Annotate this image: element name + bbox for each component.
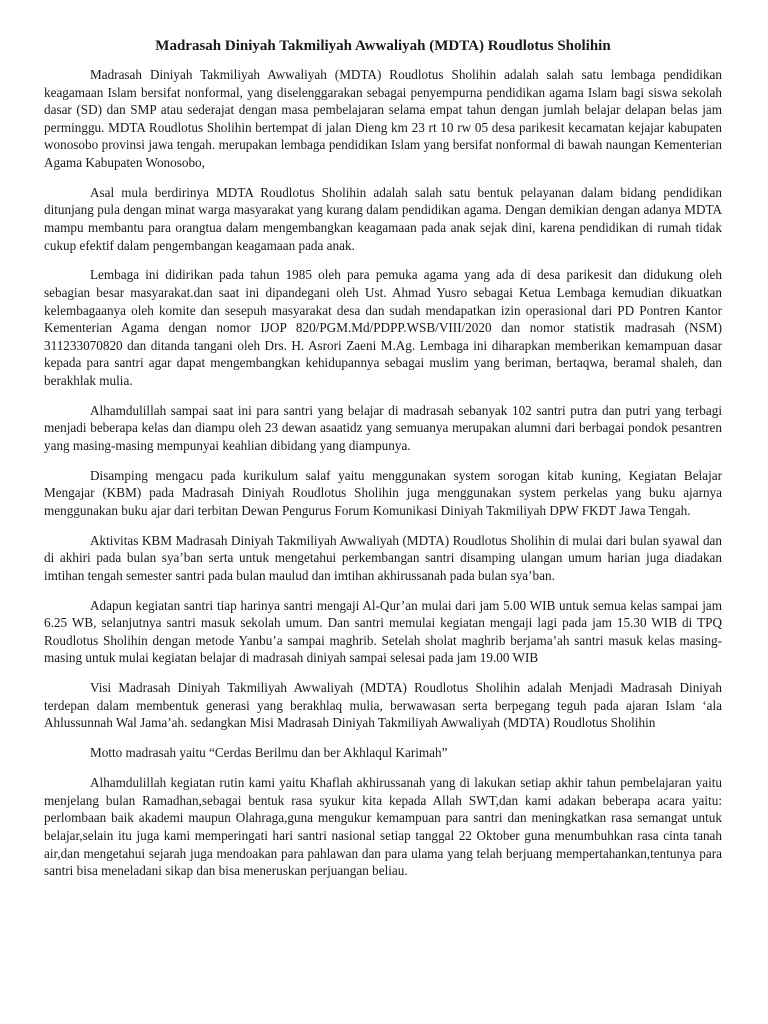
paragraph-events: Alhamdulillah kegiatan rutin kami yaitu Khaflah akhirussanah yang di lakukan setiap akhir tahun pembelajaran yaitu menjelang bulan Ramadhan,sebagai bentuk rasa syukur kita kepada Allah SWT,dan kami adakan beberapa acara yaitu: perlombaan baik akademi maupun Olahraga,guna mengukur kemampuan para santri dan meningkatkan rasa semangat untuk belajar,selain itu juga kami memperingati hari santri nasional setiap tanggal 22 Oktober guna menumbuhkan rasa cinta tanah air,dan mengetahui sejarah juga mendoakan para pahlawan dan para ulama yang telah berjuang mempertahankan,tentunya para santri bisa meneladani sikap dan bisa meneruskan perjuangan beliau. <box>44 775 722 879</box>
document-page <box>44 36 722 892</box>
paragraph-founding: Lembaga ini didirikan pada tahun 1985 oleh para pemuka agama yang ada di desa parikesit dan didukung oleh sebagian besar masyarakat.dan saat ini dipandegani oleh Ust. Ahmad Yusro sebagai Ketua Lembaga kemudian dikuatkan kelembagaanya oleh komite dan sesepuh masyarakat desa dan sudah mendapatkan izin operasional dari PD Pontren Kantor Kementerian Agama dengan nomor IJOP 820/PGM.Md/PDPP.WSB/VIII/2020 dan nomor statistik madrasah (NSM) 311233070820 dan ditanda tangani oleh Drs. H. Asrori Zaeni M.Ag. Lembaga ini diharapkan memberikan kemampuan dasar kepada para santri agar dapat mengembangkan kehidupannya sebagai muslim yang beriman, bertaqwa, beramal shaleh, dan berakhlak mulia. <box>44 267 722 388</box>
paragraph-students: Alhamdulillah sampai saat ini para santri yang belajar di madrasah sebanyak 102 santri putra dan putri yang terbagi menjadi beberapa kelas dan diampu oleh 23 dewan asaatidz yang semuanya merupakan alumni dari berbagai pondok pesantren yang masing-masing mempunyai keahlian dibidang yang diampunya. <box>44 402 722 453</box>
paragraph-curriculum: Disamping mengacu pada kurikulum salaf yaitu menggunakan system sorogan kitab kuning, Kegiatan Belajar Mengajar (KBM) pada Madrasah Diniyah Roudlotus Sholihin juga menggunakan system perkelas yang buku ajarnya menggunakan buku ajar dari terbitan Dewan Pengurus Forum Komunikasi Diniyah Takmiliyah DPW FKDT Jawa Tengah. <box>44 467 722 518</box>
paragraph-vision: Visi Madrasah Diniyah Takmiliyah Awwaliyah (MDTA) Roudlotus Sholihin adalah Menjadi Madrasah Diniyah terdepan dalam membentuk generasi yang berakhlaq mulia, berwawasan serta berpegang teguh pada ajaran Islam ‘ala Ahlussunnah Wal Jama’ah. sedangkan Misi Madrasah Diniyah Takmiliyah Awwaliyah (MDTA) Roudlotus Sholihin <box>44 680 722 731</box>
paragraph-intro: Madrasah Diniyah Takmiliyah Awwaliyah (MDTA) Roudlotus Sholihin adalah salah satu lembaga pendidikan keagamaan Islam bersifat nonformal, yang diselenggarakan sebagai penyempurna pendidikan agama Islam bagi siswa sekolah dasar (SD) dan SMP atau sederajat dengan masa pembelajaran selama empat tahun dengan jumlah belajar delapan belas jam perminggu. MDTA Roudlotus Sholihin bertempat di jalan Dieng km 23 rt 10 rw 05 desa parikesit kecamatan kejajar kabupaten wonosobo provinsi jawa tengah. merupakan lembaga pendidikan Islam yang bersifat nonformal di bawah naungan Kementerian Agama Kabupaten Wonosobo, <box>44 67 722 170</box>
document-title: Madrasah Diniyah Takmiliyah Awwaliyah (MDTA) Roudlotus Sholihin <box>155 38 611 54</box>
paragraph-history: Asal mula berdirinya MDTA Roudlotus Sholihin adalah salah satu bentuk pelayanan dalam bidang pendidikan ditunjang pula dengan minat warga masyarakat yang kurang dalam pendidikan agama. Dengan demikian dengan adanya MDTA mampu membantu para orangtua dalam mengembangkan keagamaan pada anak sejak dini, karena pendidikan di rumah tidak cukup efektif dalam pengembangan keagamaan pada anak. <box>44 184 722 253</box>
paragraph-motto: Motto madrasah yaitu “Cerdas Berilmu dan ber Akhlaqul Karimah” <box>90 745 448 761</box>
paragraph-daily-schedule: Adapun kegiatan santri tiap harinya santri mengaji Al-Qur’an mulai dari jam 5.00 WIB untuk semua kelas sampai jam 6.25 WB, selanjutnya santri masuk sekolah umum. Dan santri memulai kegiatan mengaji lagi pada jam 15.30 WIB di TPQ Roudlotus Sholihin dengan metode Yanbu’a sampai maghrib. Setelah sholat maghrib berjama’ah santri masuk kelas masing-masing untuk mulai kegiatan belajar di madrasah diniyah sampai selesai pada jam 19.00 WIB <box>44 597 722 666</box>
paragraph-activities: Aktivitas KBM Madrasah Diniyah Takmiliyah Awwaliyah (MDTA) Roudlotus Sholihin di mulai dari bulan syawal dan di akhiri pada bulan sya’ban serta untuk mengetahui perkembangan santri disamping ulangan umum harian juga diadakan imtihan tengah semester santri pada bulan maulud dan imtihan akhirussanah pada bulan sya’ban. <box>44 532 722 583</box>
